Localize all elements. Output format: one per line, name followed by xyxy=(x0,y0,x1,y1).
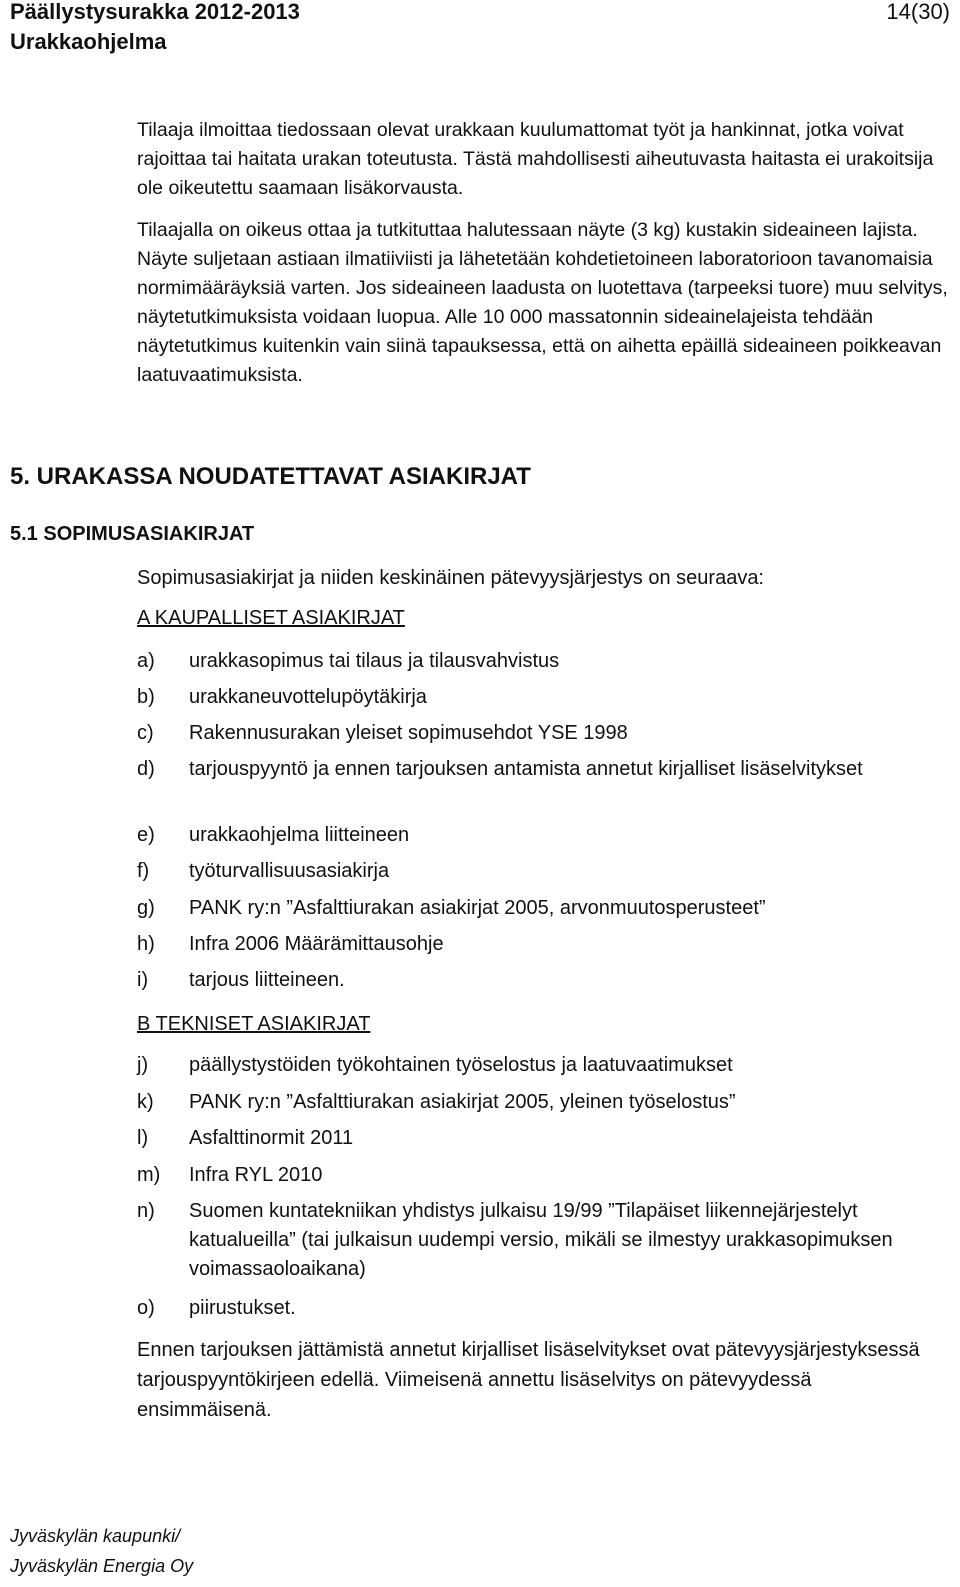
list-item-text: piirustukset. xyxy=(189,1297,296,1319)
list-item xyxy=(137,1294,949,1323)
list-item xyxy=(137,1161,949,1190)
list-item-text: urakkaneuvottelupöytäkirja xyxy=(189,686,427,708)
list-item-letter: e) xyxy=(137,824,155,846)
list-item xyxy=(137,719,949,748)
list-item-letter: j) xyxy=(137,1054,149,1076)
list-item xyxy=(137,821,949,850)
list-item-letter: m) xyxy=(137,1164,161,1186)
list-item-text: työturvallisuusasiakirja xyxy=(189,860,390,882)
footer-line-1: Jyväskylän kaupunki/ xyxy=(10,1526,181,1546)
subsection-heading: 5.1 SOPIMUSASIAKIRJAT xyxy=(10,523,255,545)
list-item-text: Rakennusurakan yleiset sopimusehdot YSE 1998 xyxy=(189,722,628,744)
list-item-letter: i) xyxy=(137,969,149,991)
list-item xyxy=(137,1197,949,1284)
list-item-letter: f) xyxy=(137,860,150,882)
list-item-text: urakkasopimus tai tilaus ja tilausvahvistus xyxy=(189,650,560,672)
list-item-letter: o) xyxy=(137,1297,155,1319)
list-item-text: PANK ry:n ”Asfalttiurakan asiakirjat 2005, arvonmuutosperusteet” xyxy=(189,897,766,919)
list-item xyxy=(137,683,949,712)
technical-documents-heading: B TEKNISET ASIAKIRJAT xyxy=(137,1013,371,1035)
section-heading: 5. URAKASSA NOUDATETTAVAT ASIAKIRJAT xyxy=(10,463,531,490)
list-item-text: Asfalttinormit 2011 xyxy=(189,1127,354,1149)
paragraph-binder-sampling: Tilaajalla on oikeus ottaa ja tutkituttaa halutessaan näyte (3 kg) kustakin sideaineen lajista. Näyte suljetaan astiaan ilmatiiviisti ja lähetetään kohdetietoineen laboratorioon tavanomaisia normimääräyksiä varten. Jos sideaineen laadusta on luotettava (tarpeeksi tuore) muu selvitys, näytetutkimuksista voidaan luopua. Alle 10 000 massatonnin sideainelajeista tehdään näytetutkimus kuitenkin vain siinä tapauksessa, että on aihetta epäillä sideaineen poikkeavan laatuvaatimuksista. xyxy=(137,219,948,386)
contract-documents-intro: Sopimusasiakirjat ja niiden keskinäinen pätevyysjärjestys on seuraava: xyxy=(137,567,764,589)
list-item-letter: k) xyxy=(137,1091,154,1113)
closing-paragraph: Ennen tarjouksen jättämistä annetut kirjalliset lisäselvitykset ovat pätevyysjärjestyksessä tarjouspyyntökirjeen edellä. Viimeisenä annettu lisäselvitys on pätevyydessä ensimmäisenä. xyxy=(137,1339,920,1421)
list-item-text: päällystystöiden työkohtainen työselostus ja laatuvaatimukset xyxy=(189,1054,733,1076)
list-item-letter: g) xyxy=(137,897,155,919)
list-item xyxy=(137,1124,949,1153)
list-item xyxy=(137,647,949,676)
list-item-text: PANK ry:n ”Asfalttiurakan asiakirjat 2005, yleinen työselostus” xyxy=(189,1091,736,1113)
list-item-text: urakkaohjelma liitteineen xyxy=(189,824,410,846)
list-item xyxy=(137,755,949,784)
header-subtitle: Urakkaohjelma xyxy=(10,29,167,54)
list-item-letter: h) xyxy=(137,933,155,955)
list-item-letter: c) xyxy=(137,722,154,744)
list-item-text: tarjouspyyntö ja ennen tarjouksen antamista annetut kirjalliset lisäselvitykset xyxy=(189,758,863,780)
paragraph-additional-works: Tilaaja ilmoittaa tiedossaan olevat urakkaan kuulumattomat työt ja hankinnat, jotka voivat rajoittaa tai haitata urakan toteutusta. Tästä mahdollisesti aiheutuvasta haitasta ei urakoitsija ole oikeutettu saamaan lisäkorvausta. xyxy=(137,119,934,199)
list-item-letter: l) xyxy=(137,1127,149,1149)
commercial-documents-heading: A KAUPALLISET ASIAKIRJAT xyxy=(137,607,405,629)
list-item xyxy=(137,1088,949,1117)
list-item-text: tarjous liitteineen. xyxy=(189,969,345,991)
footer-line-2: Jyväskylän Energia Oy xyxy=(10,1556,194,1576)
list-item xyxy=(137,930,949,959)
page-number: 14(30) xyxy=(886,0,950,24)
list-item-letter: n) xyxy=(137,1200,155,1222)
list-item xyxy=(137,857,949,886)
list-item xyxy=(137,1051,949,1080)
header-title: Päällystysurakka 2012-2013 xyxy=(10,0,300,24)
list-item xyxy=(137,894,949,923)
list-item-text: Infra 2006 Määrämittausohje xyxy=(189,933,444,955)
list-item xyxy=(137,966,949,995)
list-item-letter: b) xyxy=(137,686,155,708)
list-item-letter: d) xyxy=(137,758,155,780)
list-item-letter: a) xyxy=(137,650,155,672)
list-item-text: Suomen kuntatekniikan yhdistys julkaisu 19/99 ”Tilapäiset liikennejärjestelyt katualueilla” (tai julkaisun uudempi versio, mikäli se ilmestyy urakkasopimuksen voimassaoloaikana) xyxy=(189,1200,893,1280)
list-item-text: Infra RYL 2010 xyxy=(189,1164,323,1186)
